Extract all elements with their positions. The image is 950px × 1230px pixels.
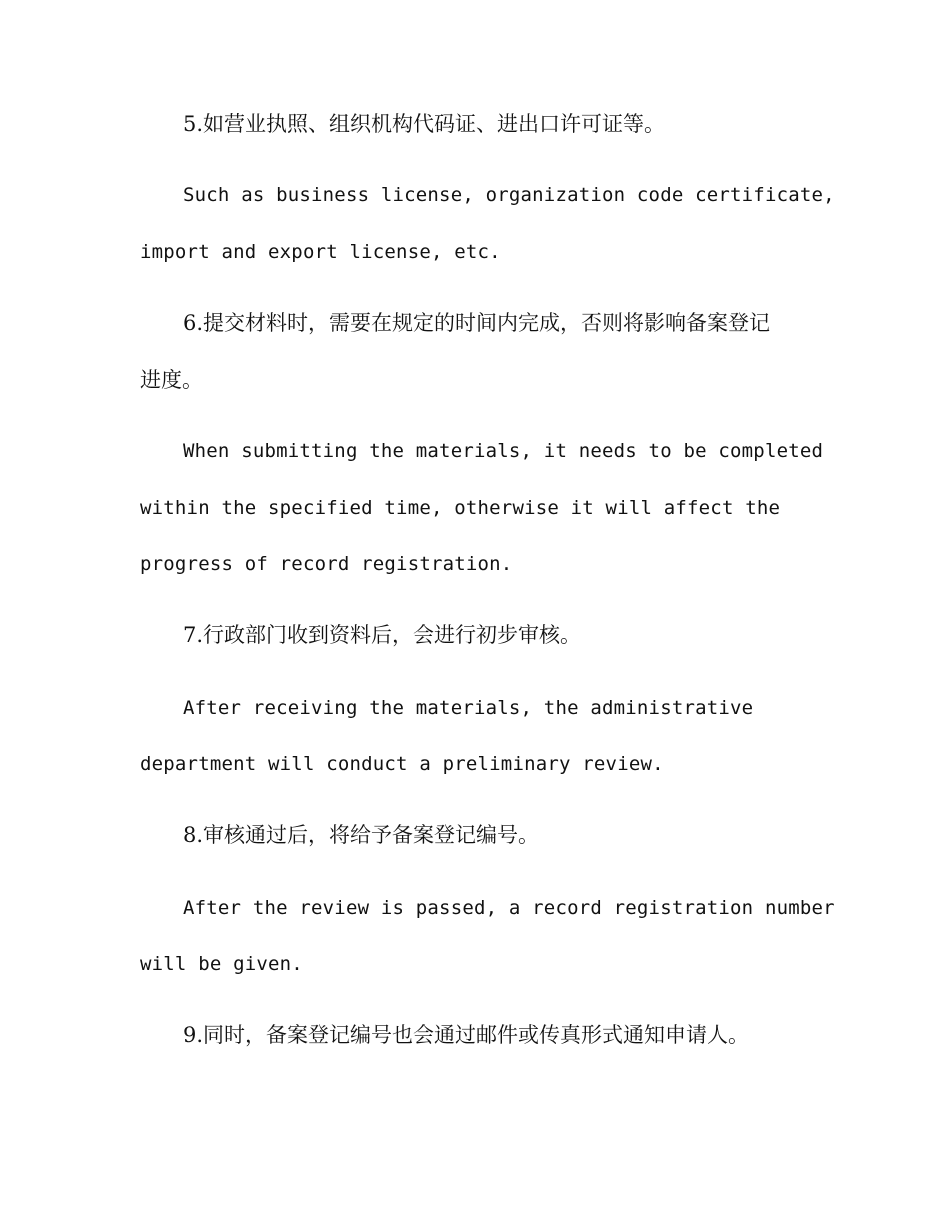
- paragraph-7-zh-line-1: 7.行政部门收到资料后，会进行初步审核。: [183, 623, 582, 647]
- paragraph-6-zh-line-1: 6.提交材料时，需要在规定的时间内完成，否则将影响备案登记: [183, 311, 771, 335]
- paragraph-6-en-line-2: within the specified time, otherwise it will affect the: [140, 497, 781, 519]
- paragraph-5-en-line-1: Such as business license, organization code certificate,: [183, 184, 835, 206]
- paragraph-6-en-line-3: progress of record registration.: [140, 553, 513, 575]
- paragraph-9-zh-line-1: 9.同时，备案登记编号也会通过邮件或传真形式通知申请人。: [183, 1023, 750, 1047]
- paragraph-7-en-line-2: department will conduct a preliminary review.: [140, 753, 664, 775]
- paragraph-8-zh-line-1: 8.审核通过后，将给予备案登记编号。: [183, 823, 540, 847]
- paragraph-8-en-line-1: After the review is passed, a record registration number: [183, 897, 835, 919]
- paragraph-6-zh-line-2: 进度。: [140, 368, 203, 392]
- paragraph-6-en-line-1: When submitting the materials, it needs to be completed: [183, 440, 824, 462]
- paragraph-5-zh-line-1: 5.如营业执照、组织机构代码证、进出口许可证等。: [183, 112, 666, 136]
- paragraph-7-en-line-1: After receiving the materials, the administrative: [183, 697, 754, 719]
- paragraph-8-en-line-2: will be given.: [140, 953, 303, 975]
- paragraph-5-en-line-2: import and export license, etc.: [140, 241, 501, 263]
